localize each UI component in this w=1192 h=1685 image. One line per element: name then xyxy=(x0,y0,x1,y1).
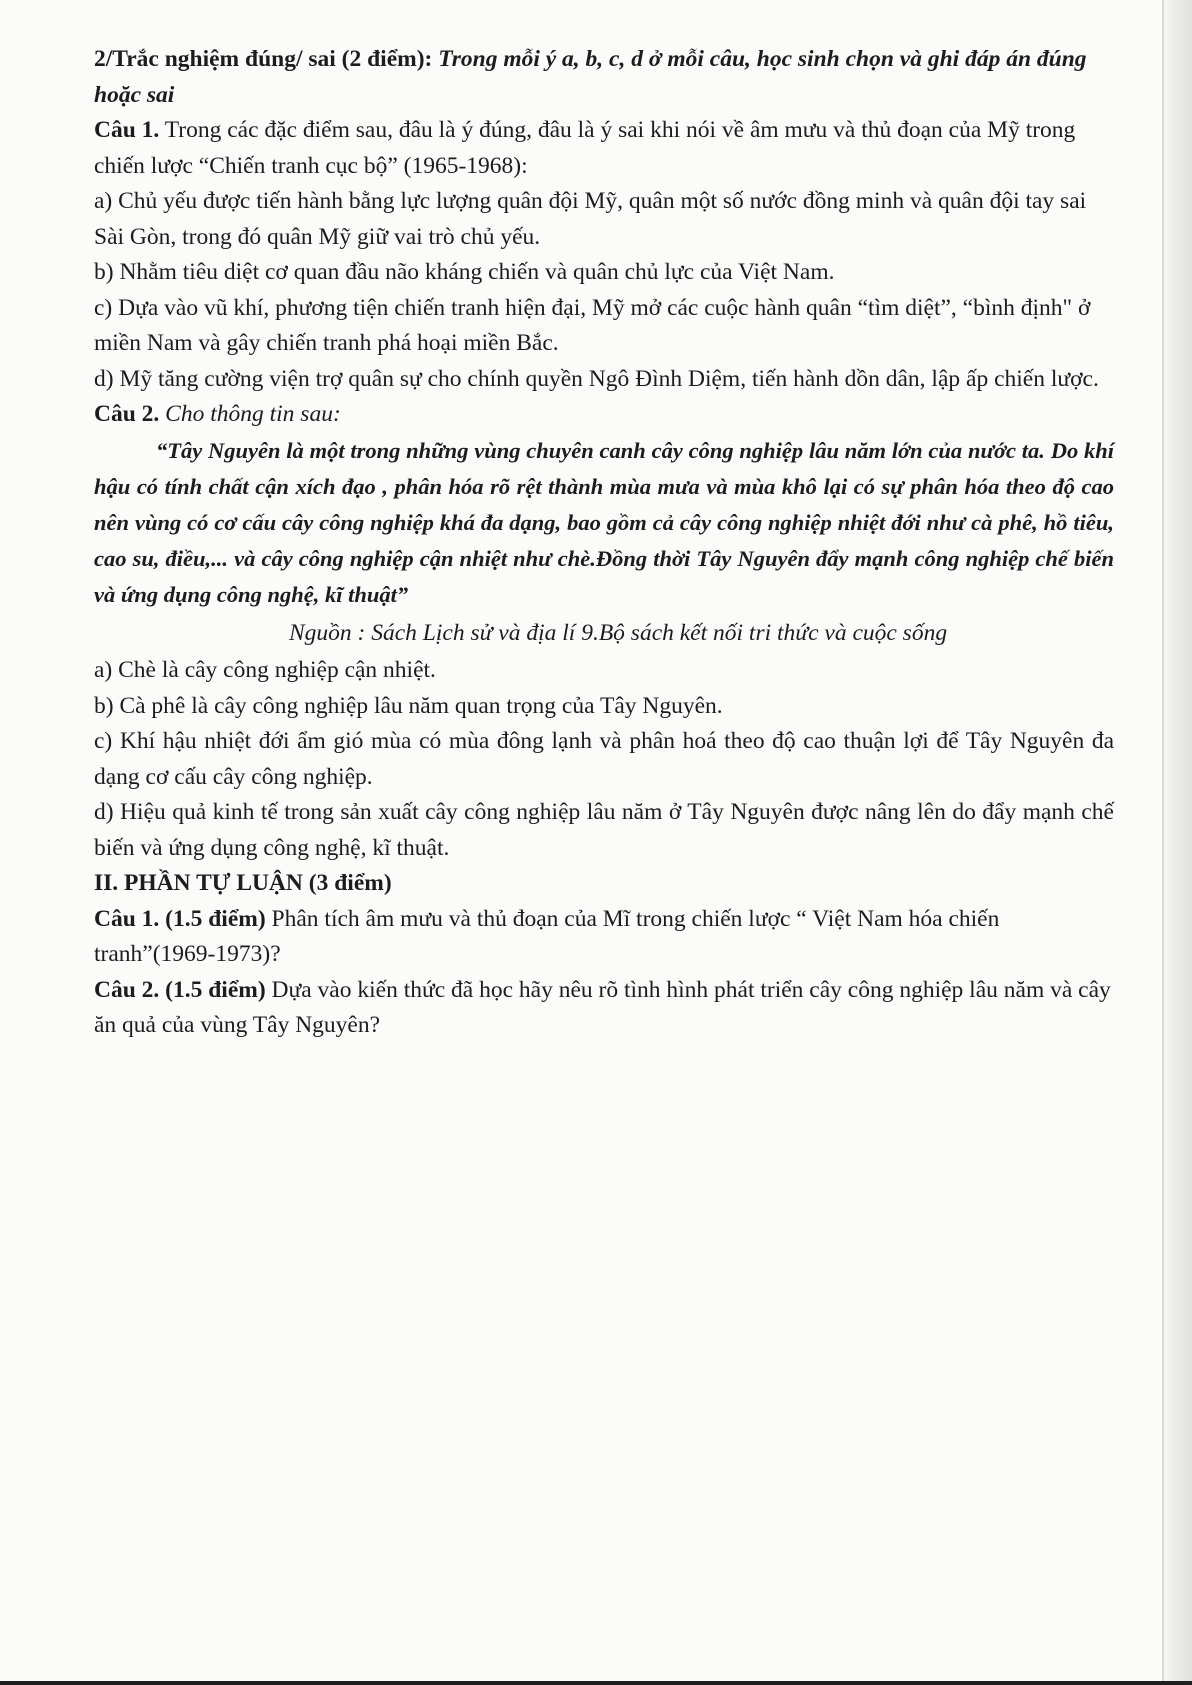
part2-heading: 2/Trắc nghiệm đúng/ sai (2 điểm): xyxy=(94,46,433,72)
q1-option-a: a) Chủ yếu được tiến hành bằng lực lượng quân đội Mỹ, quân một số nước đồng minh và quân đội tay sai Sài Gòn, trong đó quân Mỹ giữ vai trò chủ yếu. xyxy=(94,188,1087,250)
q2-stem-line xyxy=(94,397,1114,433)
q2-quote: “Tây Nguyên là một trong những vùng chuyên canh cây công nghiệp lâu năm lớn của nước ta. Do khí hậu có tính chất cận xích đạo , phân hóa rõ rệt thành mùa mưa và mùa khô lại có sự phân hóa theo độ cao nên vùng có cơ cấu cây công nghiệp khá đa dạng, bao gồm cả cây công nghiệp nhiệt đới như cà phê, hồ tiêu, cao su, điều,... và cây công nghiệp cận nhiệt như chè.Đồng thời Tây Nguyên đẩy mạnh công nghiệp chế biến và ứng dụng công nghệ, kĩ thuật” xyxy=(94,437,1114,608)
exam-content xyxy=(94,42,1114,1044)
q1-option-c: c) Dựa vào vũ khí, phương tiện chiến tranh hiện đại, Mỹ mở các cuộc hành quân “tìm diệt”, “bình định" ở miền Nam và gây chiến tranh phá hoại miền Bắc. xyxy=(94,294,1091,356)
part2-instruction: Trong mỗi ý a, b, c, d ở mỗi câu, học sinh chọn và ghi đáp án đúng hoặc sai xyxy=(94,46,1087,108)
page-edge-shadow xyxy=(1164,0,1192,1685)
q1-stem: Trong các đặc điểm sau, đâu là ý đúng, đâu là ý sai khi nói về âm mưu và thủ đoạn của Mỹ trong chiến lược “Chiến tranh cục bộ” (1965-1968): xyxy=(94,117,1076,179)
essay-q1 xyxy=(94,902,1114,973)
q2-option-b: b) Cà phê là cây công nghiệp lâu năm quan trọng của Tây Nguyên. xyxy=(94,692,723,719)
scan-bottom-border xyxy=(0,1681,1192,1685)
q1-option-b: b) Nhằm tiêu diệt cơ quan đầu não kháng chiến và quân chủ lực của Việt Nam. xyxy=(94,259,835,285)
essay-q2 xyxy=(94,973,1114,1044)
q2-source: Nguồn : Sách Lịch sử và địa lí 9.Bộ sách kết nối tri thức và cuộc sống xyxy=(289,619,948,646)
essay-q2-text: Dựa vào kiến thức đã học hãy nêu rõ tình hình phát triển cây công nghiệp lâu năm và cây ăn quả của vùng Tây Nguyên? xyxy=(94,976,1111,1039)
q2-option-a: a) Chè là cây công nghiệp cận nhiệt. xyxy=(94,657,436,684)
q2-label: Câu 2. xyxy=(94,401,160,427)
essay-heading: II. PHẦN TỰ LUẬN (3 điểm) xyxy=(94,870,392,897)
part2-header xyxy=(94,42,1114,113)
q2-option-c: c) Khí hậu nhiệt đới ẩm gió mùa có mùa đông lạnh và phân hoá theo độ cao thuận lợi để Tây Nguyên đa dạng cơ cấu cây công nghiệp. xyxy=(94,728,1114,790)
essay-q1-label: Câu 1. (1.5 điểm) xyxy=(94,905,266,932)
essay-q2-label: Câu 2. (1.5 điểm) xyxy=(94,976,266,1003)
q2-stem: Cho thông tin sau: xyxy=(165,401,341,427)
q2-option-d: d) Hiệu quả kinh tế trong sản xuất cây công nghiệp lâu năm ở Tây Nguyên được nâng lên do đẩy mạnh chế biến và ứng dụng công nghệ, kĩ thuật. xyxy=(94,799,1114,861)
q1-stem-line xyxy=(94,113,1114,184)
essay-q1-text: Phân tích âm mưu và thủ đoạn của Mĩ trong chiến lược “ Việt Nam hóa chiến tranh”(1969-1973)? xyxy=(94,905,1000,968)
q1-option-d: d) Mỹ tăng cường viện trợ quân sự cho chính quyền Ngô Đình Diệm, tiến hành dồn dân, lập ấp chiến lược. xyxy=(94,365,1099,392)
q1-label: Câu 1. xyxy=(94,117,160,143)
